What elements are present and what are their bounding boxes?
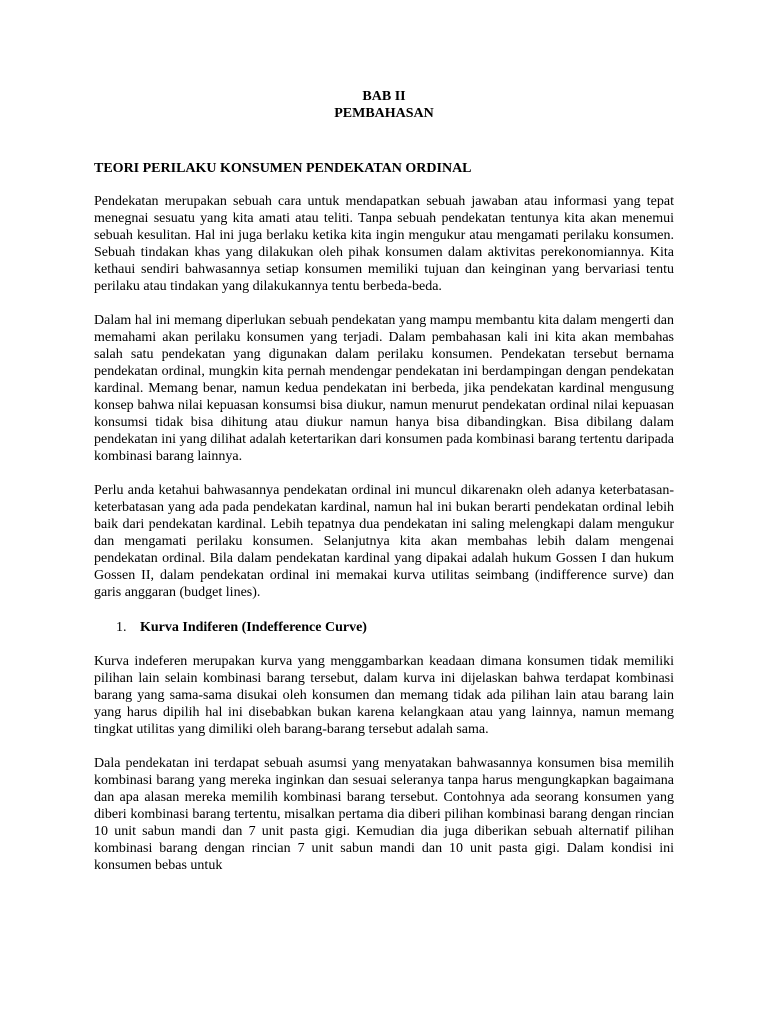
paragraph: Perlu anda ketahui bahwasannya pendekatan ordinal ini muncul dikarenakn oleh adanya keterbatasan-keterbatasan yang ada pada pendekatan kardinal, namun hal ini bukan berarti pendekatan ordinal lebih baik dari pendekatan kardinal. Lebih tepatnya dua pendekatan ini saling melengkapi dalam mengukur dan mengamati perilaku konsumen. Selanjutnya kita akan membahas lebih dalam mengenai pendekatan ordinal. Bila dalam pendekatan kardinal yang dipakai adalah hukum Gossen I dan hukum Gossen II, dalam pendekatan ordinal ini memakai kurva utilitas seimbang (indifference surve) dan garis anggaran (budget lines).	[94, 483, 674, 600]
paragraph: Dala pendekatan ini terdapat sebuah asumsi yang menyatakan bahwasannya konsumen bisa memilih kombinasi barang yang mereka inginkan dan sesuai seleranya tanpa harus mengungkapkan bagaimana dan apa alasan mereka memilih kombinasi barang tersebut. Contohnya ada seorang konsumen yang diberi kombinasi barang tertentu, misalkan pertama dia diberi pilihan kombinasi barang dengan rincian 10 unit sabun mandi dan 7 unit pasta gigi. Kemudian dia juga diberikan sebuah alternatif pilihan kombinasi barang dengan rincian 7 unit sabun mandi dan 10 unit pasta gigi. Dalam kondisi ini konsumen bebas untuk	[94, 756, 674, 873]
chapter-label: BAB II	[362, 89, 406, 104]
list-number: 1.	[116, 620, 127, 635]
paragraph: Pendekatan merupakan sebuah cara untuk mendapatkan sebuah jawaban atau informasi yang tepat menegnai sesuatu yang kita amati atau teliti. Tanpa sebuah pendekatan tentunya kita akan menemui sebuah kesulitan. Hal ini juga berlaku ketika kita ingin mengukur atau mengamati perilaku konsumen. Sebuah tindakan khas yang dilakukan oleh pihak konsumen dalam aktivitas perekonomiannya. Kita kethaui sendiri bahwasannya setiap konsumen memiliki tujuan dan keinginan yang bervariasi tentu perilaku atau tindakan yang dilakukannya tentu berbeda-beda.	[94, 194, 674, 294]
paragraph: Kurva indeferen merupakan kurva yang menggambarkan keadaan dimana konsumen tidak memiliki pilihan lain selain kombinasi barang tersebut, dalam kurva ini dijelaskan bahwa terdapat kombinasi barang yang sama-sama disukai oleh konsumen dan memang tidak ada pilihan lain atau barang lain yang harus dipilih hal ini disebabkan bukan karena kelangkaan atau yang lainnya, namun memang tingkat utilitas yang dimiliki oleh barang-barang tersebut adalah sama.	[94, 654, 674, 737]
document-page	[94, 88, 674, 874]
paragraph: Dalam hal ini memang diperlukan sebuah pendekatan yang mampu membantu kita dalam mengerti dan memahami akan perilaku konsumen yang terjadi. Dalam pembahasan kali ini kita akan membahas salah satu pendekatan yang digunakan dalam perilaku konsumen. Pendekatan tersebut bernama pendekatan ordinal, mungkin kita pernah mendengar pendekatan ini berdampingan dengan pendekatan kardinal. Memang benar, namun kedua pendekatan ini berbeda, jika pendekatan kardinal mengusung konsep bahwa nilai kepuasan konsumsi bisa diukur, namun menurut pendekatan ordinal nilai kepuasan konsumsi tidak bisa dihitung atau diukur namun hanya bisa dibandingkan. Bisa dibilang dalam pendekatan ini yang dilihat adalah ketertarikan dari konsumen pada kombinasi barang tertentu daripada kombinasi barang lainnya.	[94, 313, 675, 464]
chapter-title: PEMBAHASAN	[334, 106, 434, 121]
list-item-title: Kurva Indiferen (Indefference Curve)	[140, 620, 367, 635]
list-item-heading	[116, 619, 674, 636]
section-heading: TEORI PERILAKU KONSUMEN PENDEKATAN ORDINAL	[94, 161, 472, 176]
